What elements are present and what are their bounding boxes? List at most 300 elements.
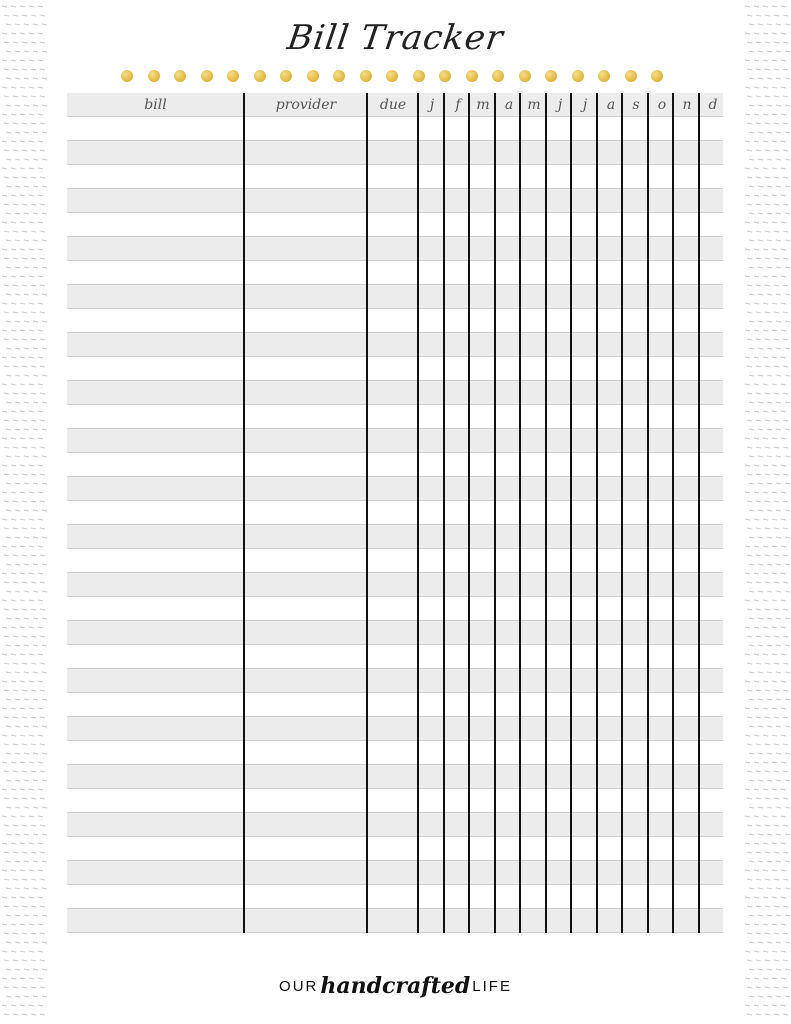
row-band: [67, 525, 723, 549]
border-dash: [4, 366, 9, 367]
border-dash: [767, 618, 772, 619]
border-dash: [765, 366, 770, 367]
border-dash: [20, 384, 25, 385]
border-dash: [6, 726, 11, 727]
border-dash: [767, 807, 772, 808]
border-dash: [40, 447, 45, 448]
border-dash: [20, 276, 25, 277]
border-dash: [13, 609, 18, 610]
border-dash: [15, 915, 20, 916]
border-dash: [4, 447, 9, 448]
border-dash: [31, 150, 36, 151]
border-dash: [785, 888, 790, 889]
border-dash: [11, 708, 16, 709]
footer-prefix: OUR: [279, 978, 319, 995]
border-dash: [24, 699, 29, 700]
border-dash: [31, 15, 36, 16]
column-divider: [621, 93, 623, 933]
border-dash: [31, 123, 36, 124]
border-dash: [767, 861, 772, 862]
border-dash: [24, 105, 29, 106]
border-dash: [763, 735, 768, 736]
border-dash: [6, 429, 11, 430]
border-dash: [776, 321, 781, 322]
border-dash: [38, 654, 43, 655]
border-dash: [15, 942, 20, 943]
border-dash: [6, 321, 11, 322]
border-dash: [774, 447, 779, 448]
border-dash: [29, 654, 34, 655]
border-dash: [40, 69, 45, 70]
border-dash: [13, 717, 18, 718]
row-line: [67, 524, 723, 525]
row-line: [67, 692, 723, 693]
border-dash: [767, 294, 772, 295]
border-dash: [13, 798, 18, 799]
border-dash: [765, 150, 770, 151]
border-dash: [763, 546, 768, 547]
border-dash: [2, 546, 7, 547]
border-dash: [11, 6, 16, 7]
border-dash: [22, 285, 27, 286]
border-dash: [6, 969, 11, 970]
border-dash: [749, 483, 754, 484]
border-dash: [763, 870, 768, 871]
border-dash: [749, 942, 754, 943]
border-dash: [747, 960, 752, 961]
border-dash: [22, 933, 27, 934]
border-dash: [772, 573, 777, 574]
border-dash: [29, 627, 34, 628]
border-dash: [749, 105, 754, 106]
border-dash: [6, 699, 11, 700]
border-dash: [754, 654, 759, 655]
border-dash: [42, 78, 47, 79]
border-dash: [6, 564, 11, 565]
border-dash: [6, 105, 11, 106]
border-dash: [783, 447, 788, 448]
border-dash: [783, 852, 788, 853]
border-dash: [6, 591, 11, 592]
border-dash: [22, 366, 27, 367]
column-header-provider: provider: [275, 97, 337, 113]
row-line: [67, 500, 723, 501]
border-dash: [772, 600, 777, 601]
border-dash: [776, 294, 781, 295]
border-dash: [11, 114, 16, 115]
row-line: [67, 908, 723, 909]
border-dash: [781, 195, 786, 196]
border-dash: [747, 123, 752, 124]
border-dash: [774, 15, 779, 16]
border-dash: [2, 816, 7, 817]
border-dash: [31, 231, 36, 232]
border-dash: [747, 771, 752, 772]
border-dash: [13, 312, 18, 313]
border-dash: [774, 312, 779, 313]
border-dash: [749, 726, 754, 727]
column-divider: [647, 93, 649, 933]
border-dash: [772, 870, 777, 871]
border-dash: [754, 897, 759, 898]
border-dash: [40, 177, 45, 178]
border-dash: [749, 294, 754, 295]
border-dash: [2, 654, 7, 655]
border-dash: [13, 825, 18, 826]
border-dash: [758, 969, 763, 970]
border-dash: [11, 276, 16, 277]
gold-dot: [519, 70, 531, 82]
border-dash: [38, 195, 43, 196]
border-dash: [38, 87, 43, 88]
border-dash: [6, 132, 11, 133]
border-dash: [745, 249, 750, 250]
border-dash: [776, 375, 781, 376]
border-dash: [4, 393, 9, 394]
border-dash: [754, 573, 759, 574]
border-dash: [785, 942, 790, 943]
border-dash: [765, 393, 770, 394]
border-dash: [40, 771, 45, 772]
border-dash: [33, 780, 38, 781]
border-dash: [756, 501, 761, 502]
border-dash: [31, 96, 36, 97]
gold-dot: [545, 70, 557, 82]
border-dash: [11, 816, 16, 817]
border-dash: [42, 483, 47, 484]
border-dash: [13, 366, 18, 367]
row-line: [67, 284, 723, 285]
border-dash: [33, 483, 38, 484]
border-dash: [785, 348, 790, 349]
border-dash: [758, 888, 763, 889]
border-dash: [29, 681, 34, 682]
border-dash: [20, 357, 25, 358]
border-dash: [758, 321, 763, 322]
border-dash: [24, 564, 29, 565]
border-dash: [42, 915, 47, 916]
border-dash: [763, 627, 768, 628]
border-dash: [15, 591, 20, 592]
border-dash: [24, 456, 29, 457]
border-dash: [747, 501, 752, 502]
border-dash: [31, 528, 36, 529]
border-dash: [765, 204, 770, 205]
column-header-month: j: [582, 97, 588, 113]
border-dash: [776, 105, 781, 106]
border-dash: [783, 177, 788, 178]
border-dash: [776, 618, 781, 619]
border-dash: [747, 15, 752, 16]
border-dash: [15, 402, 20, 403]
row-band: [67, 573, 723, 597]
border-dash: [29, 222, 34, 223]
border-dash: [774, 906, 779, 907]
border-dash: [749, 969, 754, 970]
border-dash: [31, 690, 36, 691]
border-dash: [763, 681, 768, 682]
border-dash: [749, 645, 754, 646]
border-dash: [40, 96, 45, 97]
border-dash: [772, 951, 777, 952]
border-dash: [783, 609, 788, 610]
border-dash: [29, 843, 34, 844]
border-dash: [31, 960, 36, 961]
border-dash: [38, 222, 43, 223]
border-dash: [2, 114, 7, 115]
row-band: [67, 765, 723, 789]
border-dash: [785, 726, 790, 727]
border-dash: [747, 663, 752, 664]
border-dash: [767, 564, 772, 565]
border-dash: [747, 582, 752, 583]
border-dash: [756, 204, 761, 205]
column-header-month: a: [504, 97, 514, 113]
gold-dot: [307, 70, 319, 82]
border-dash: [11, 843, 16, 844]
border-dash: [754, 114, 759, 115]
border-dash: [40, 204, 45, 205]
border-dash: [756, 123, 761, 124]
border-dash: [765, 852, 770, 853]
border-dash: [2, 357, 7, 358]
border-dash: [763, 276, 768, 277]
border-dash: [758, 159, 763, 160]
column-header-due: due: [379, 97, 407, 113]
row-line: [67, 140, 723, 141]
border-dash: [756, 555, 761, 556]
border-dash: [33, 942, 38, 943]
border-dash: [774, 555, 779, 556]
border-dash: [38, 438, 43, 439]
border-dash: [785, 105, 790, 106]
border-dash: [767, 132, 772, 133]
border-dash: [785, 483, 790, 484]
border-dash: [767, 888, 772, 889]
border-dash: [772, 411, 777, 412]
border-dash: [772, 168, 777, 169]
border-dash: [763, 411, 768, 412]
border-dash: [756, 798, 761, 799]
border-dash: [38, 384, 43, 385]
border-dash: [2, 87, 7, 88]
border-dash: [747, 690, 752, 691]
border-dash: [15, 672, 20, 673]
border-dash: [40, 285, 45, 286]
border-dash: [745, 276, 750, 277]
border-dash: [13, 771, 18, 772]
border-dash: [38, 249, 43, 250]
border-dash: [2, 465, 7, 466]
row-line: [67, 428, 723, 429]
border-dash: [22, 69, 27, 70]
border-dash: [763, 951, 768, 952]
border-dash: [20, 168, 25, 169]
border-dash: [4, 906, 9, 907]
border-dash: [11, 870, 16, 871]
border-dash: [785, 753, 790, 754]
border-dash: [745, 303, 750, 304]
border-dash: [22, 177, 27, 178]
border-dash: [22, 258, 27, 259]
row-line: [67, 236, 723, 237]
border-dash: [40, 339, 45, 340]
border-dash: [754, 249, 759, 250]
row-line: [67, 764, 723, 765]
border-dash: [29, 816, 34, 817]
border-dash: [774, 960, 779, 961]
border-dash: [758, 456, 763, 457]
border-dash: [765, 636, 770, 637]
border-dash: [38, 411, 43, 412]
border-dash: [42, 537, 47, 538]
border-dash: [765, 447, 770, 448]
border-dash: [13, 582, 18, 583]
border-dash: [22, 528, 27, 529]
border-dash: [24, 834, 29, 835]
border-dash: [13, 447, 18, 448]
border-dash: [765, 501, 770, 502]
border-dash: [765, 663, 770, 664]
border-dash: [756, 717, 761, 718]
border-dash: [763, 654, 768, 655]
row-line: [67, 740, 723, 741]
border-dash: [783, 15, 788, 16]
border-dash: [754, 600, 759, 601]
column-divider: [596, 93, 598, 933]
border-dash: [42, 375, 47, 376]
border-dash: [38, 573, 43, 574]
border-dash: [772, 195, 777, 196]
border-dash: [38, 168, 43, 169]
border-dash: [4, 582, 9, 583]
border-dash: [20, 438, 25, 439]
border-dash: [745, 762, 750, 763]
border-dash: [31, 285, 36, 286]
border-dash: [781, 519, 786, 520]
border-dash: [776, 915, 781, 916]
border-dash: [783, 798, 788, 799]
border-dash: [31, 825, 36, 826]
border-dash: [781, 303, 786, 304]
border-dash: [785, 564, 790, 565]
row-band: [67, 813, 723, 837]
border-dash: [785, 267, 790, 268]
border-dash: [745, 195, 750, 196]
border-dash: [22, 879, 27, 880]
border-dash: [15, 564, 20, 565]
border-dash: [20, 60, 25, 61]
border-dash: [29, 600, 34, 601]
border-dash: [42, 159, 47, 160]
border-dash: [747, 1014, 752, 1015]
border-dash: [745, 951, 750, 952]
border-dash: [765, 96, 770, 97]
border-dash: [745, 411, 750, 412]
border-dash: [765, 528, 770, 529]
border-dash: [24, 294, 29, 295]
border-dash: [767, 969, 772, 970]
border-dash: [15, 267, 20, 268]
border-dash: [31, 312, 36, 313]
border-dash: [749, 186, 754, 187]
border-dash: [758, 699, 763, 700]
border-dash: [765, 960, 770, 961]
border-dash: [6, 510, 11, 511]
border-dash: [42, 132, 47, 133]
border-dash: [774, 123, 779, 124]
border-dash: [6, 78, 11, 79]
border-dash: [29, 438, 34, 439]
border-dash: [31, 366, 36, 367]
border-dash: [31, 852, 36, 853]
border-dash: [783, 312, 788, 313]
border-dash: [776, 834, 781, 835]
border-dash: [38, 735, 43, 736]
border-dash: [772, 1005, 777, 1006]
border-dash: [4, 420, 9, 421]
bill-tracker-table: [67, 93, 723, 933]
border-dash: [4, 150, 9, 151]
border-dash: [756, 690, 761, 691]
border-dash: [13, 393, 18, 394]
border-dash: [774, 636, 779, 637]
border-dash: [776, 564, 781, 565]
border-dash: [774, 339, 779, 340]
border-dash: [13, 96, 18, 97]
column-header-bill: bill: [144, 97, 167, 113]
border-dash: [776, 132, 781, 133]
border-dash: [774, 366, 779, 367]
border-dash: [6, 753, 11, 754]
border-dash: [767, 834, 772, 835]
border-dash: [20, 546, 25, 547]
border-dash: [11, 168, 16, 169]
border-dash: [758, 915, 763, 916]
border-dash: [42, 402, 47, 403]
border-dash: [776, 726, 781, 727]
border-dash: [763, 222, 768, 223]
border-dash: [774, 177, 779, 178]
border-dash: [785, 132, 790, 133]
border-dash: [774, 69, 779, 70]
border-dash: [781, 384, 786, 385]
column-header-month: f: [455, 97, 461, 113]
border-dash: [24, 618, 29, 619]
border-dash: [754, 492, 759, 493]
border-dash: [781, 654, 786, 655]
border-dash: [763, 492, 768, 493]
border-dash: [24, 186, 29, 187]
border-dash: [767, 105, 772, 106]
border-dash: [38, 1005, 43, 1006]
border-dash: [6, 375, 11, 376]
border-dash: [765, 879, 770, 880]
row-line: [67, 356, 723, 357]
border-dash: [765, 798, 770, 799]
border-dash: [38, 492, 43, 493]
border-dash: [20, 492, 25, 493]
border-dash: [774, 501, 779, 502]
border-dash: [4, 1014, 9, 1015]
border-dash: [781, 573, 786, 574]
border-dash: [22, 798, 27, 799]
border-dash: [754, 762, 759, 763]
border-dash: [38, 60, 43, 61]
border-dash: [11, 600, 16, 601]
border-dash: [772, 546, 777, 547]
border-dash: [33, 132, 38, 133]
